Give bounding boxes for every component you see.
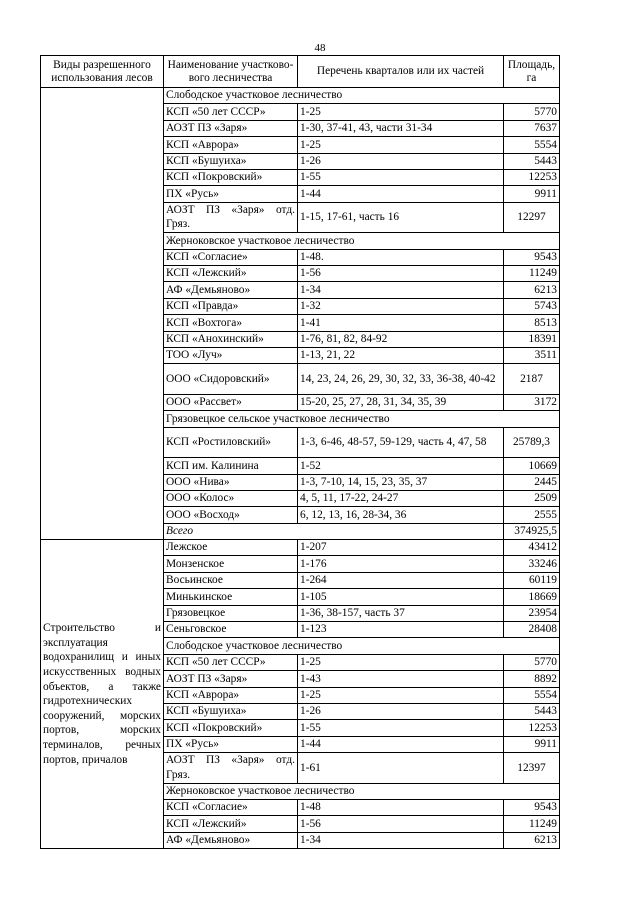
quarters-cell: 14, 23, 24, 26, 29, 30, 32, 33, 36-38, 40-42 [298, 364, 504, 395]
quarters-cell: 1-55 [298, 720, 504, 736]
area-cell: 5554 [504, 137, 560, 153]
area-cell: 10669 [504, 458, 560, 474]
forestry-name-cell: ПХ «Русь» [164, 186, 298, 202]
area-cell: 8892 [504, 671, 560, 687]
forestry-name-cell: Сеньговское [164, 622, 298, 638]
quarters-cell: 1-3, 7-10, 14, 15, 23, 35, 37 [298, 474, 504, 490]
area-cell: 5443 [504, 153, 560, 169]
forestry-name-cell: Лежское [164, 540, 298, 556]
forestry-name-cell: ООО «Нива» [164, 474, 298, 490]
area-cell: 18391 [504, 331, 560, 347]
area-cell: 12397 [504, 753, 560, 784]
area-cell: 5770 [504, 654, 560, 670]
area-cell: 60119 [504, 572, 560, 588]
quarters-cell: 1-15, 17-61, часть 16 [298, 202, 504, 233]
forestry-name-cell: КСП «50 лет СССР» [164, 654, 298, 670]
forestry-name-cell: АФ «Демьяново» [164, 282, 298, 298]
area-cell: 23954 [504, 605, 560, 621]
area-cell: 5443 [504, 704, 560, 720]
area-cell: 5554 [504, 687, 560, 703]
area-cell: 6213 [504, 282, 560, 298]
quarters-cell: 1-55 [298, 169, 504, 185]
quarters-cell: 1-207 [298, 540, 504, 556]
area-cell: 2509 [504, 490, 560, 506]
quarters-cell: 1-52 [298, 458, 504, 474]
forestry-name-cell: АОЗТ ПЗ «Заря» [164, 120, 298, 136]
quarters-cell: 1-105 [298, 589, 504, 605]
area-cell: 9543 [504, 249, 560, 265]
area-cell: 12297 [504, 202, 560, 233]
forestry-name-cell: ООО «Колос» [164, 490, 298, 506]
forestry-group-title: Слободское участковое лесничество [164, 88, 560, 104]
quarters-cell: 1-34 [298, 832, 504, 848]
quarters-cell: 1-26 [298, 153, 504, 169]
quarters-cell: 4, 5, 11, 17-22, 24-27 [298, 490, 504, 506]
header-use: Виды разрешенного использования лесов [41, 56, 164, 88]
forestry-name-cell: АОЗТ ПЗ «Заря» отд. Гряз. [164, 202, 298, 233]
total-label: Всего [164, 523, 504, 539]
quarters-cell: 1-176 [298, 556, 504, 572]
quarters-cell: 15-20, 25, 27, 28, 31, 34, 35, 39 [298, 394, 504, 410]
forestry-name-cell: ООО «Рассвет» [164, 394, 298, 410]
area-cell: 5743 [504, 298, 560, 314]
forestry-name-cell: КСП «Аврора» [164, 687, 298, 703]
page-number: 48 [314, 42, 326, 54]
area-cell: 8513 [504, 315, 560, 331]
quarters-cell: 1-3, 6-46, 48-57, 59-129, часть 4, 47, 58 [298, 427, 504, 458]
quarters-cell: 1-25 [298, 654, 504, 670]
quarters-cell: 1-30, 37-41, 43, части 31-34 [298, 120, 504, 136]
quarters-cell: 1-34 [298, 282, 504, 298]
forestry-name-cell: КСП «Согласие» [164, 249, 298, 265]
header-area: Площадь, га [504, 56, 560, 88]
area-cell: 12253 [504, 169, 560, 185]
quarters-cell: 1-61 [298, 753, 504, 784]
forestry-group-title: Слободское участковое лесничество [164, 638, 560, 654]
quarters-cell: 1-48 [298, 800, 504, 816]
quarters-cell: 6, 12, 13, 16, 28-34, 36 [298, 507, 504, 523]
area-cell: 43412 [504, 540, 560, 556]
header-quarters: Перечень кварталов или их частей [298, 56, 504, 88]
area-cell: 3511 [504, 347, 560, 363]
header-forestry: Наименование участково-вого лесничества [164, 56, 298, 88]
area-cell: 18669 [504, 589, 560, 605]
forestry-name-cell: КСП «Анохинский» [164, 331, 298, 347]
forest-use-table [40, 55, 560, 849]
forestry-name-cell: АОЗТ ПЗ «Заря» отд. Гряз. [164, 753, 298, 784]
forestry-group-title: Грязовецкое сельское участковое лесничество [164, 411, 560, 427]
forestry-name-cell: ТОО «Луч» [164, 347, 298, 363]
area-cell: 25789,3 [504, 427, 560, 458]
forestry-name-cell: КСП «Согласие» [164, 800, 298, 816]
area-cell: 12253 [504, 720, 560, 736]
area-cell: 9911 [504, 186, 560, 202]
forestry-name-cell: Восьинское [164, 572, 298, 588]
forestry-name-cell: АОЗТ ПЗ «Заря» [164, 671, 298, 687]
area-cell: 2187 [504, 364, 560, 395]
forestry-name-cell: ПХ «Русь» [164, 736, 298, 752]
area-cell: 5770 [504, 104, 560, 120]
area-cell: 33246 [504, 556, 560, 572]
area-cell: 3172 [504, 394, 560, 410]
use-type-cell: Строительство и эксплуатация водохранилищ и иных искусственных водных объектов, а также гидротехнических сооружений, морских портов, морских терминалов, речных портов, причалов [41, 540, 164, 849]
forestry-name-cell: КСП «Правда» [164, 298, 298, 314]
forestry-group-title: Жерноковское участковое лесничество [164, 783, 560, 799]
quarters-cell: 1-13, 21, 22 [298, 347, 504, 363]
area-cell: 9911 [504, 736, 560, 752]
table-row [41, 540, 560, 556]
area-cell: 9543 [504, 800, 560, 816]
quarters-cell: 1-25 [298, 687, 504, 703]
group-row [41, 88, 560, 104]
forestry-name-cell: КСП им. Калинина [164, 458, 298, 474]
area-cell: 2555 [504, 507, 560, 523]
forestry-name-cell: Грязовецкое [164, 605, 298, 621]
area-cell: 11249 [504, 816, 560, 832]
forestry-group-title: Жерноковское участковое лесничество [164, 233, 560, 249]
area-cell: 28408 [504, 622, 560, 638]
quarters-cell: 1-56 [298, 816, 504, 832]
quarters-cell: 1-32 [298, 298, 504, 314]
table-header-row [41, 56, 560, 88]
quarters-cell: 1-48. [298, 249, 504, 265]
quarters-cell: 1-264 [298, 572, 504, 588]
forestry-name-cell: АФ «Демьяново» [164, 832, 298, 848]
quarters-cell: 1-25 [298, 137, 504, 153]
forestry-name-cell: КСП «Лежский» [164, 266, 298, 282]
forestry-name-cell: КСП «Лежский» [164, 816, 298, 832]
forestry-name-cell: КСП «Аврора» [164, 137, 298, 153]
area-cell: 7637 [504, 120, 560, 136]
quarters-cell: 1-43 [298, 671, 504, 687]
area-cell: 6213 [504, 832, 560, 848]
forestry-name-cell: КСП «Вохтога» [164, 315, 298, 331]
forestry-name-cell: Минькинское [164, 589, 298, 605]
forestry-name-cell: КСП «50 лет СССР» [164, 104, 298, 120]
quarters-cell: 1-76, 81, 82, 84-92 [298, 331, 504, 347]
quarters-cell: 1-56 [298, 266, 504, 282]
forestry-name-cell: КСП «Бушуиха» [164, 704, 298, 720]
forestry-name-cell: ООО «Восход» [164, 507, 298, 523]
quarters-cell: 1-44 [298, 186, 504, 202]
quarters-cell: 1-123 [298, 622, 504, 638]
quarters-cell: 1-41 [298, 315, 504, 331]
forestry-name-cell: Монзенское [164, 556, 298, 572]
quarters-cell: 1-36, 38-157, часть 37 [298, 605, 504, 621]
forestry-name-cell: КСП «Ростиловский» [164, 427, 298, 458]
forestry-name-cell: КСП «Бушуиха» [164, 153, 298, 169]
area-cell: 11249 [504, 266, 560, 282]
quarters-cell: 1-44 [298, 736, 504, 752]
forestry-name-cell: КСП «Покровский» [164, 720, 298, 736]
quarters-cell: 1-25 [298, 104, 504, 120]
table-body [41, 88, 560, 849]
forestry-name-cell: ООО «Сидоровский» [164, 364, 298, 395]
area-cell: 2445 [504, 474, 560, 490]
total-value: 374925,5 [504, 523, 560, 539]
use-type-cell-empty [41, 88, 164, 540]
forestry-name-cell: КСП «Покровский» [164, 169, 298, 185]
quarters-cell: 1-26 [298, 704, 504, 720]
